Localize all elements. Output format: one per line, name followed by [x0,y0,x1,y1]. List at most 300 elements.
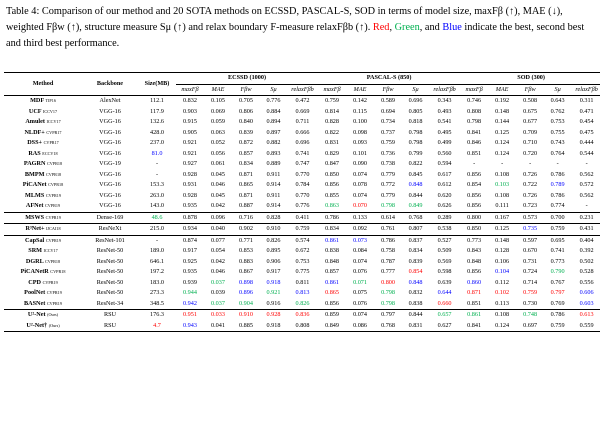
metric-value: 0.726 [523,170,538,178]
metric-value: 0.108 [488,310,516,321]
metric-value: 0.779 [381,191,395,199]
metric-value: 0.871 [239,170,253,178]
metric-value: 0.910 [232,310,260,321]
metric-value: 0.871 [239,191,253,199]
results-table [4,72,600,332]
method-venue: CVPR19 [45,214,61,220]
metric-value: 0.829 [325,149,339,157]
backbone-cell: ResNet-50 [96,289,124,296]
metric-value: 0.904 [239,299,253,307]
table-row [4,170,600,181]
metric-value: 0.768 [402,212,429,224]
metric-value: 0.696 [402,96,429,107]
metric-value: 0.905 [183,128,197,136]
method-venue: CVPR19 [45,192,61,198]
method-name: MLMS [25,191,45,199]
metric-value: 0.798 [408,128,423,136]
metric-value: 0.854 [467,181,482,188]
metric-value: 0.771 [232,235,260,246]
metric-value: 0.572 [579,181,594,188]
metric-value: 0.071 [353,278,367,286]
metric-value: 0.392 [579,247,594,254]
table-row [4,138,600,149]
metric-value: 0.743 [550,139,565,146]
metric-value: 0.911 [266,191,281,199]
metric-value: 0.855 [325,191,339,199]
metric-value: 0.070 [353,202,367,209]
metric-value: 0.106 [495,257,510,265]
metric-value: 0.927 [183,160,197,167]
metric-value: 0.508 [516,96,544,107]
metric-value: 0.828 [325,118,339,125]
caption-red-word: Red [372,22,390,33]
metric-value: 0.883 [239,257,253,265]
metric-value: 0.612 [437,181,452,188]
method-name: MDF [30,97,44,104]
metric-value: 0.709 [523,128,538,136]
method-name: MSWS [25,213,45,221]
metric-value: 0.832 [408,289,423,296]
metric-value: 0.841 [460,321,488,332]
method-venue: CVPR19 [45,237,61,243]
metric-value: 0.861 [325,278,339,286]
metric-value: 0.831 [402,321,429,332]
size-cell: 273.3 [150,289,164,296]
backbone-cell: VGG-16 [99,181,121,188]
metric-value: 0.822 [325,128,339,136]
method-venue: CVPR19 [42,279,58,285]
table-row [4,212,600,224]
metric-value: 0.747 [295,160,310,167]
caption-blue-word: Blue [442,22,462,33]
method-venue: ICCV17 [43,248,58,253]
caption-and-word: and [424,22,440,33]
metric-value: 0.857 [325,268,339,275]
method-name: U²-Net [27,311,46,318]
metric-value: 0.850 [325,170,339,178]
metric-value: 0.086 [346,321,374,332]
metric-value: 0.074 [346,310,374,321]
method-venue: IJCAI18 [46,226,61,231]
backbone-cell: VGG-16 [99,118,121,125]
metric-value: 0.942 [183,299,197,307]
metric-value: 0.893 [266,149,281,157]
metric-value: 0.499 [437,139,452,146]
method-venue: ICCV17 [42,108,58,114]
metric-value: 0.133 [346,212,374,224]
metric-value: 0.052 [211,139,225,146]
metric-value: 0.074 [353,170,367,178]
metric-value: - [529,160,532,167]
table-row [4,201,600,212]
metric-value: 0.856 [467,202,482,209]
method-cell [4,212,82,224]
metric-value: 0.943 [176,321,204,332]
table-body [4,96,600,332]
metric-value: 0.042 [211,257,225,265]
header-metric: Sμ [412,85,419,93]
metric-value: 0.784 [295,181,310,188]
metric-value: 0.847 [325,160,339,167]
metric-value: 0.541 [437,118,452,125]
metric-value: 0.889 [266,160,281,167]
metric-value: 0.798 [408,139,423,146]
table-row [4,159,600,170]
size-cell: - [138,235,176,246]
metric-value: 0.911 [266,170,281,178]
method-venue: (Ours) [47,312,59,317]
metric-value: 0.860 [467,278,482,286]
caption-text-after: indicate the best, second best and third best performance. [6,22,585,49]
metric-value: 0.762 [550,107,565,115]
metric-value: 0.736 [381,149,395,157]
method-venue: CVPR19 [46,300,62,306]
metric-value: 0.574 [287,235,318,246]
metric-value: 0.078 [353,181,367,188]
metric-value: 0.857 [239,149,253,157]
metric-value: 0.826 [295,299,310,307]
method-cell [4,191,82,202]
metric-value: 0.102 [495,289,510,296]
size-cell: 81.0 [151,149,163,157]
metric-value: 0.844 [408,191,423,199]
metric-value: 0.711 [295,118,310,125]
metric-value: 0.556 [579,278,594,286]
metric-value: 0.148 [488,235,516,246]
metric-value: 0.538 [429,224,460,236]
metric-value: 0.916 [266,299,281,307]
metric-value: 0.759 [523,289,538,296]
metric-value: 0.786 [544,310,571,321]
metric-value: 0.411 [287,212,318,224]
metric-value: 0.800 [381,278,395,286]
method-cell [4,96,82,107]
metric-value: 0.839 [239,128,253,136]
metric-value: 0.075 [353,289,367,296]
header-metric: relaxFβb [291,85,314,93]
backbone-cell: VGG-16 [99,191,121,199]
metric-value: 0.431 [571,224,600,236]
metric-value: 0.856 [467,268,482,275]
header-metric: relaxFβb [433,85,456,93]
size-cell: 646.1 [150,257,164,265]
metric-value: - [556,160,559,167]
metric-value: 0.798 [381,299,395,307]
table-row [4,235,600,246]
method-cell [4,170,82,181]
metric-value: 0.826 [260,235,287,246]
metric-value: 0.617 [437,170,452,178]
metric-value: 0.808 [287,321,318,332]
metric-value: 0.928 [183,170,197,178]
metric-value: 0.859 [318,310,346,321]
metric-value: 0.935 [183,202,197,209]
table-row [4,246,600,257]
method-venue: CVPR18 [50,269,66,274]
metric-value: 0.844 [402,310,429,321]
metric-value: 0.865 [239,181,253,188]
metric-value: 0.041 [204,321,232,332]
method-name: PAGRN [23,160,46,167]
metric-value: - [473,160,476,167]
table-row [4,299,600,310]
metric-value: 0.834 [408,247,423,254]
metric-value: 0.818 [408,118,423,125]
metric-value: 0.811 [295,278,310,286]
metric-value: 0.694 [381,107,395,115]
method-cell [4,224,82,236]
metric-value: 0.759 [544,321,571,332]
metric-value: 0.696 [295,139,310,146]
table-row [4,107,600,118]
metric-value: 0.770 [295,170,310,178]
table-row [4,310,600,321]
metric-value: 0.898 [239,278,253,286]
method-venue: CVPR18 [46,171,62,177]
metric-value: 0.101 [353,149,367,157]
metric-value: 0.444 [579,139,594,146]
metric-value: 0.849 [318,321,346,332]
metric-value: 0.856 [467,170,482,178]
backbone-cell: ResNet-50 [96,268,124,275]
metric-value: 0.798 [381,289,395,296]
metric-value: 0.125 [495,128,510,136]
metric-value: 0.573 [516,212,544,224]
header-metric: Fβw [382,85,394,93]
header-backbone: Backbone [82,73,138,96]
metric-value: 0.806 [239,107,253,115]
metric-value: 0.144 [495,118,510,125]
metric-value: 0.848 [408,278,423,286]
method-cell [4,107,82,118]
metric-value: 0.074 [353,257,367,265]
metric-value: 0.851 [467,149,482,157]
metric-value: 0.544 [579,149,594,157]
table-row [4,180,600,191]
table-row [4,267,600,278]
metric-value: 0.944 [183,289,197,296]
metric-value: 0.639 [437,278,452,286]
size-cell: 143.0 [150,202,164,209]
backbone-cell: VGG-16 [99,202,121,209]
metric-value: 0.786 [550,170,565,178]
metric-value: 0.849 [408,202,423,209]
caption-green-word: Green [394,22,420,33]
method-name: RAS [28,149,41,157]
metric-value: 0.799 [408,149,423,157]
header-metric: MAE [211,85,225,93]
metric-value: 0.598 [437,268,452,275]
table-row [4,128,600,139]
metric-value: 0.863 [325,202,339,209]
size-cell: 237.0 [150,139,164,146]
header-metric: Fβw [524,85,536,93]
metric-value: 0.846 [467,139,482,146]
metric-value: 0.672 [295,247,310,254]
metric-value: 0.871 [467,289,482,296]
method-name: CPD [28,278,42,286]
metric-value: 0.776 [260,96,287,107]
metric-value: 0.108 [495,191,510,199]
metric-value: 0.562 [579,191,594,199]
metric-value: 0.838 [408,299,423,307]
metric-value: 0.764 [550,149,565,157]
metric-value: 0.559 [571,321,600,332]
metric-value: 0.700 [544,212,571,224]
table-caption: Table 4: Comparison of our method and 20 SOTA methods on ECSSD, PASCAL-S, SOD in terms of model size, maxFβ (↑), MAE (↓), weighted Fβw (↑), structure measure Sμ (↑) and relax boundary F-measure relaxFβb (↑). Red, Green, and Blue indicate the best, second best and third best performance. [6,6,585,49]
method-name: DSS+ [27,139,43,146]
metric-value: 0.921 [266,289,281,296]
metric-value: 0.039 [211,289,225,296]
metric-value: 0.103 [495,181,510,188]
metric-value: 0.872 [239,139,253,146]
metric-value: 0.737 [381,128,395,136]
metric-value: 0.093 [353,139,367,146]
metric-value: 0.509 [437,247,452,254]
metric-value: 0.046 [211,181,225,188]
size-cell: 4.7 [138,321,176,332]
header-metric: maxFβ [181,85,199,93]
metric-value: 0.289 [429,212,460,224]
metric-value: 0.056 [211,149,225,157]
backbone-cell: RSU [82,321,138,332]
metric-value: 0.606 [579,289,594,296]
metric-value: 0.928 [260,310,287,321]
metric-value: 0.759 [318,96,346,107]
method-venue: CVPR17 [46,129,62,135]
metric-value: 0.493 [437,107,452,115]
method-name: Amulet [25,118,45,125]
metric-value: 0.768 [374,321,402,332]
metric-value: 0.934 [176,224,204,236]
header-metric: MAE [353,85,367,93]
metric-value: 0.627 [429,321,460,332]
metric-value: 0.828 [260,212,287,224]
metric-value: 0.759 [287,224,318,236]
size-cell: 189.0 [150,247,164,254]
metric-value: 0.759 [381,139,395,146]
backbone-cell: ResNet-50 [96,278,124,286]
metric-value: 0.834 [239,160,253,167]
metric-value: 0.848 [408,181,423,188]
metric-value: 0.746 [460,96,488,107]
metric-value: 0.077 [204,235,232,246]
method-name: PoolNet [24,289,46,296]
metric-value: 0.903 [183,107,197,115]
backbone-cell: VGG-16 [99,139,121,146]
metric-value: 0.705 [232,96,260,107]
metric-value: 0.774 [550,202,565,209]
size-cell: 153.3 [150,181,164,188]
metric-value: 0.851 [467,299,482,307]
table-row [4,149,600,160]
size-cell: 112.1 [138,96,176,107]
method-venue: CVPR18 [46,161,63,166]
method-cell [4,180,82,191]
metric-value: 0.928 [183,191,197,199]
size-cell: - [155,170,159,178]
method-name: SRM [28,247,42,254]
metric-value: 0.906 [266,257,281,265]
metric-value: 0.738 [381,160,395,167]
metric-value: 0.773 [550,257,565,265]
metric-value: 0.884 [266,107,281,115]
size-cell: 132.6 [150,118,164,125]
backbone-cell: ResNet-50 [96,247,124,254]
metric-value: 0.231 [571,212,600,224]
size-cell: 176.3 [138,310,176,321]
metric-value: 0.753 [295,257,310,265]
metric-value: 0.832 [176,96,204,107]
method-cell [4,299,82,310]
backbone-cell: ResNeXt [82,224,138,236]
metric-value: 0.128 [495,247,510,254]
size-cell: 428.0 [150,128,164,136]
metric-value: 0.921 [183,149,197,157]
metric-value: 0.472 [287,96,318,107]
method-cell [4,257,82,268]
metric-value: 0.626 [437,202,452,209]
metric-value: 0.045 [211,191,225,199]
metric-value: 0.831 [325,139,339,146]
metric-value: 0.741 [295,149,310,157]
metric-value: 0.841 [467,128,482,136]
metric-value: 0.562 [579,170,594,178]
metric-value: 0.798 [381,202,395,209]
method-name: NLDF+ [24,128,45,136]
method-cell [4,159,82,170]
metric-value: 0.885 [232,321,260,332]
metric-value: 0.797 [550,289,565,296]
header-metric: Fβw [240,85,252,93]
metric-value: 0.925 [183,257,197,265]
metric-value: 0.808 [467,107,482,115]
metric-value: 0.037 [211,299,225,307]
metric-value: 0.502 [579,257,594,265]
header-metric: maxFβ [323,85,341,93]
metric-value: 0.786 [550,191,565,199]
metric-value: 0.854 [408,268,423,275]
size-cell: 48.6 [138,212,176,224]
metric-value: 0.843 [467,247,482,254]
metric-value: 0.644 [437,289,452,296]
metric-value: 0.856 [325,299,339,307]
metric-value: 0.917 [266,268,281,275]
metric-value: 0.613 [571,310,600,321]
metric-value: 0.061 [211,160,225,167]
metric-value: 0.670 [523,247,538,254]
method-cell [4,321,82,332]
metric-value: 0.848 [467,257,482,265]
metric-value: 0.775 [295,268,310,275]
method-name: BMPM [24,170,45,178]
metric-value: 0.805 [408,107,423,115]
metric-value: - [585,160,588,167]
size-cell: 348.5 [150,299,164,307]
metric-value: 0.861 [318,235,346,246]
metric-value: 0.597 [516,235,544,246]
metric-value: 0.918 [266,278,281,286]
metric-value: 0.776 [295,202,310,209]
metric-value: 0.560 [437,149,452,157]
metric-value: 0.528 [579,268,594,275]
metric-value: 0.848 [325,257,339,265]
method-cell [4,288,82,299]
metric-value: 0.104 [495,268,510,275]
metric-value: 0.069 [211,107,225,115]
metric-value: 0.786 [374,235,402,246]
metric-value: 0.874 [176,235,204,246]
